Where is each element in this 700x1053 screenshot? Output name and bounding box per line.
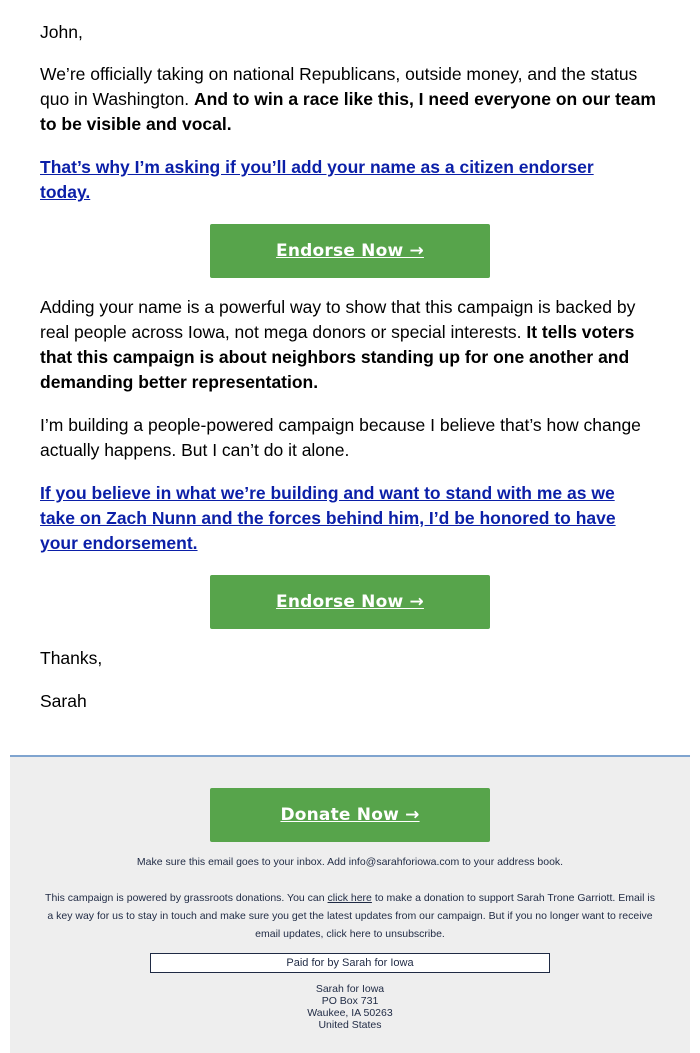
email-footer (10, 755, 690, 1053)
endorse-link[interactable]: That’s why I’m asking if you’ll add your name as a citizen endorser today. (40, 157, 594, 202)
endorsement-link[interactable]: If you believe in what we’re building and want to stand with me as we take on Zach Nunn and the forces behind him, I’d be honored to have your endorsement. (40, 483, 616, 553)
endorsement-link-paragraph (40, 481, 640, 556)
people-powered-paragraph: I’m building a people-powered campaign because I believe that’s how change actually happens. But I can’t do it alone. (40, 415, 641, 460)
closing: Thanks, (40, 648, 103, 668)
powered-pre-text: This campaign is powered by grassroots donations. You can (45, 892, 328, 904)
intro-paragraph (40, 62, 665, 137)
greeting: John, (40, 22, 83, 42)
powered-post-text: to make a donation to support Sarah Trone Garriott. Email is a key way for us to stay in touch and make sure you get the latest updates from our campaign. But if you no longer want to receive email updates, click here to unsubscribe. (47, 892, 655, 940)
mailing-address (10, 983, 690, 1031)
body-bold-text: It tells voters that this campaign is about neighbors standing up for one another and demanding better representation. (40, 322, 635, 392)
endorse-now-button[interactable]: Endorse Now → (210, 224, 490, 278)
signature: Sarah (40, 691, 87, 711)
body-text: Adding your name is a powerful way to show that this campaign is backed by real people across Iowa, not mega donors or special interests. (40, 297, 636, 342)
intro-text: We’re officially taking on national Republicans, outside money, and the status quo in Washington. (40, 64, 638, 109)
body-paragraph (40, 295, 665, 395)
intro-bold-text: And to win a race like this, I need everyone on our team to be visible and vocal. (40, 89, 656, 134)
address-line: PO Box 731 (321, 995, 379, 1007)
address-line: Waukee, IA 50263 (307, 1007, 393, 1019)
donate-now-button[interactable]: Donate Now → (210, 788, 490, 842)
paid-for-disclaimer: Paid for by Sarah for Iowa (150, 953, 550, 973)
inbox-note: Make sure this email goes to your inbox. Add info@sarahforiowa.com to your address book. (136, 856, 564, 868)
address-line: United States (318, 1019, 382, 1031)
endorse-link-paragraph (40, 155, 640, 205)
address-line: Sarah for Iowa (315, 983, 385, 995)
powered-by-note (45, 889, 655, 943)
endorse-now-button-2[interactable]: Endorse Now → (210, 575, 490, 629)
donate-click-here-link[interactable]: click here (327, 892, 372, 904)
